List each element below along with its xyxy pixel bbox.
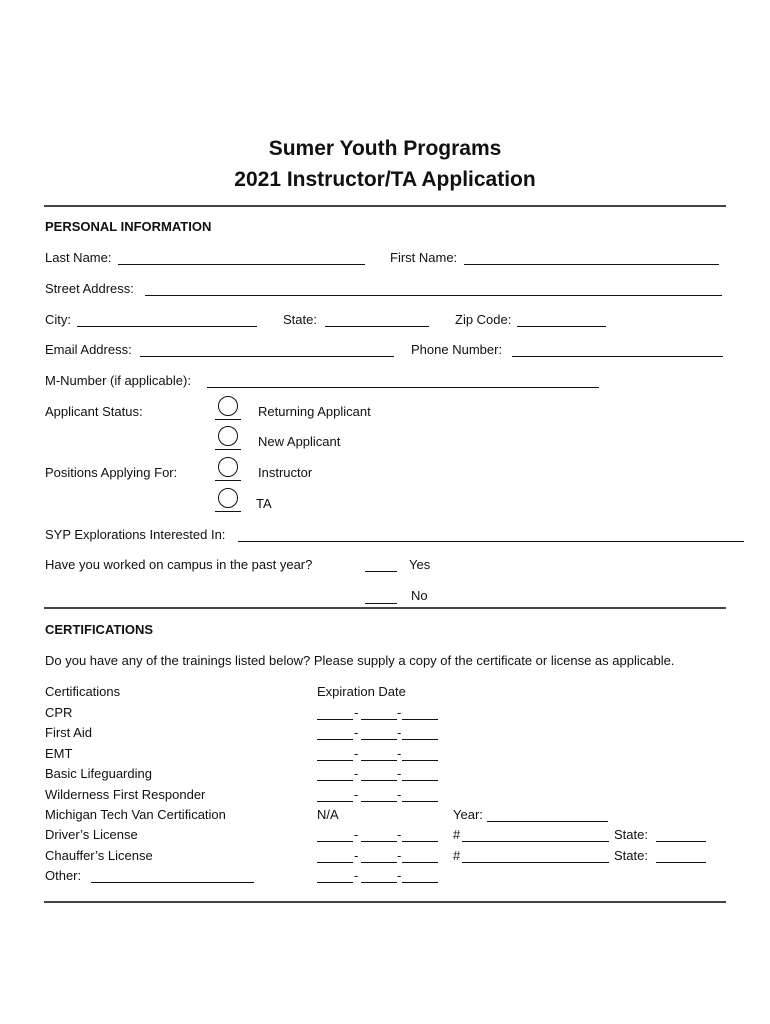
certifications-column-header: Certifications xyxy=(45,684,121,699)
city-field[interactable] xyxy=(77,326,257,327)
applicant-status-label: Applicant Status: xyxy=(45,404,143,419)
expiration-date-field[interactable] xyxy=(317,760,353,761)
section-divider xyxy=(44,205,726,207)
street-address-label: Street Address: xyxy=(45,281,134,296)
first-name-field[interactable] xyxy=(464,264,719,265)
expiration-date-field[interactable] xyxy=(361,841,397,842)
yes-label: Yes xyxy=(409,557,431,572)
ta-radio[interactable] xyxy=(218,488,238,508)
license-state-label: State: xyxy=(614,827,648,842)
no-label: No xyxy=(411,588,428,603)
m-number-label: M-Number (if applicable): xyxy=(45,373,191,388)
campus-question: Have you worked on campus in the past year? xyxy=(45,557,313,572)
license-state-field[interactable] xyxy=(656,841,706,842)
expiration-date-field[interactable] xyxy=(402,862,438,863)
expiration-date-field[interactable] xyxy=(361,862,397,863)
radio-underline xyxy=(215,511,241,512)
phone-field[interactable] xyxy=(512,356,723,357)
date-separator: - xyxy=(354,725,359,740)
certification-name: Wilderness First Responder xyxy=(45,787,206,802)
new-applicant-radio[interactable] xyxy=(218,426,238,446)
positions-label: Positions Applying For: xyxy=(45,465,178,480)
expiration-date-field[interactable] xyxy=(317,739,353,740)
expiration-column-header: Expiration Date xyxy=(317,684,406,699)
year-label: Year: xyxy=(453,807,483,822)
phone-label: Phone Number: xyxy=(411,342,503,357)
date-separator: - xyxy=(397,827,402,842)
last-name-field[interactable] xyxy=(118,264,365,265)
instructor-label: Instructor xyxy=(258,465,313,480)
other-certification-field[interactable] xyxy=(91,882,254,883)
city-label: City: xyxy=(45,312,71,327)
year-field[interactable] xyxy=(487,821,608,822)
returning-applicant-label: Returning Applicant xyxy=(258,404,371,419)
radio-underline xyxy=(215,419,241,420)
expiration-date-field[interactable] xyxy=(317,841,353,842)
date-separator: - xyxy=(397,705,402,720)
state-field[interactable] xyxy=(325,326,429,327)
m-number-field[interactable] xyxy=(207,387,599,388)
certification-name: CPR xyxy=(45,705,73,720)
expiration-date-field[interactable] xyxy=(402,882,438,883)
radio-underline xyxy=(215,480,241,481)
expiration-date-field[interactable] xyxy=(317,719,353,720)
license-number-prefix: # xyxy=(453,827,461,842)
section-divider xyxy=(44,901,726,903)
email-field[interactable] xyxy=(140,356,394,357)
expiration-date-field[interactable] xyxy=(361,739,397,740)
license-number-field[interactable] xyxy=(462,841,609,842)
expiration-date-field[interactable] xyxy=(361,882,397,883)
section-divider xyxy=(44,607,726,609)
zip-code-field[interactable] xyxy=(517,326,606,327)
street-address-field[interactable] xyxy=(145,295,722,296)
yes-blank[interactable] xyxy=(365,571,397,572)
form-title: Sumer Youth Programs xyxy=(268,137,502,160)
expiration-date-field[interactable] xyxy=(402,760,438,761)
certification-name: Chauffer’s License xyxy=(45,848,153,863)
first-name-label: First Name: xyxy=(390,250,458,265)
expiration-date-field[interactable] xyxy=(317,780,353,781)
certification-name: Driver’s License xyxy=(45,827,138,842)
personal-section-title: PERSONAL INFORMATION xyxy=(45,219,212,234)
expiration-date-field[interactable] xyxy=(361,801,397,802)
date-separator: - xyxy=(354,868,359,883)
date-separator: - xyxy=(354,766,359,781)
expiration-date-field[interactable] xyxy=(361,780,397,781)
date-separator: - xyxy=(397,787,402,802)
certifications-section-title: CERTIFICATIONS xyxy=(45,622,154,637)
form-subtitle: 2021 Instructor/TA Application xyxy=(234,168,536,191)
radio-underline xyxy=(215,449,241,450)
certifications-prompt: Do you have any of the trainings listed below? Please supply a copy of the certificate or license as applicable. xyxy=(45,653,675,668)
new-applicant-label: New Applicant xyxy=(258,434,341,449)
expiration-date-field[interactable] xyxy=(402,801,438,802)
certification-name: Michigan Tech Van Certification xyxy=(45,807,226,822)
date-separator: - xyxy=(354,746,359,761)
expiration-date-field[interactable] xyxy=(317,801,353,802)
last-name-label: Last Name: xyxy=(45,250,112,265)
not-applicable-text: N/A xyxy=(317,807,339,822)
date-separator: - xyxy=(354,848,359,863)
expiration-date-field[interactable] xyxy=(402,841,438,842)
certification-name: Other: xyxy=(45,868,82,883)
ta-label: TA xyxy=(256,496,272,511)
returning-applicant-radio[interactable] xyxy=(218,396,238,416)
expiration-date-field[interactable] xyxy=(402,719,438,720)
license-number-prefix: # xyxy=(453,848,461,863)
email-label: Email Address: xyxy=(45,342,132,357)
certification-name: EMT xyxy=(45,746,73,761)
expiration-date-field[interactable] xyxy=(402,739,438,740)
expiration-date-field[interactable] xyxy=(317,862,353,863)
expiration-date-field[interactable] xyxy=(361,760,397,761)
date-separator: - xyxy=(397,725,402,740)
zip-code-label: Zip Code: xyxy=(455,312,512,327)
date-separator: - xyxy=(354,827,359,842)
no-blank[interactable] xyxy=(365,603,397,604)
date-separator: - xyxy=(397,868,402,883)
expiration-date-field[interactable] xyxy=(317,882,353,883)
date-separator: - xyxy=(397,746,402,761)
explorations-label: SYP Explorations Interested In: xyxy=(45,527,226,542)
certification-name: First Aid xyxy=(45,725,92,740)
date-separator: - xyxy=(354,787,359,802)
explorations-field[interactable] xyxy=(238,541,744,542)
license-number-field[interactable] xyxy=(462,862,609,863)
certification-name: Basic Lifeguarding xyxy=(45,766,152,781)
license-state-field[interactable] xyxy=(656,862,706,863)
expiration-date-field[interactable] xyxy=(402,780,438,781)
instructor-radio[interactable] xyxy=(218,457,238,477)
license-state-label: State: xyxy=(614,848,648,863)
date-separator: - xyxy=(354,705,359,720)
state-label: State: xyxy=(283,312,317,327)
date-separator: - xyxy=(397,766,402,781)
expiration-date-field[interactable] xyxy=(361,719,397,720)
date-separator: - xyxy=(397,848,402,863)
